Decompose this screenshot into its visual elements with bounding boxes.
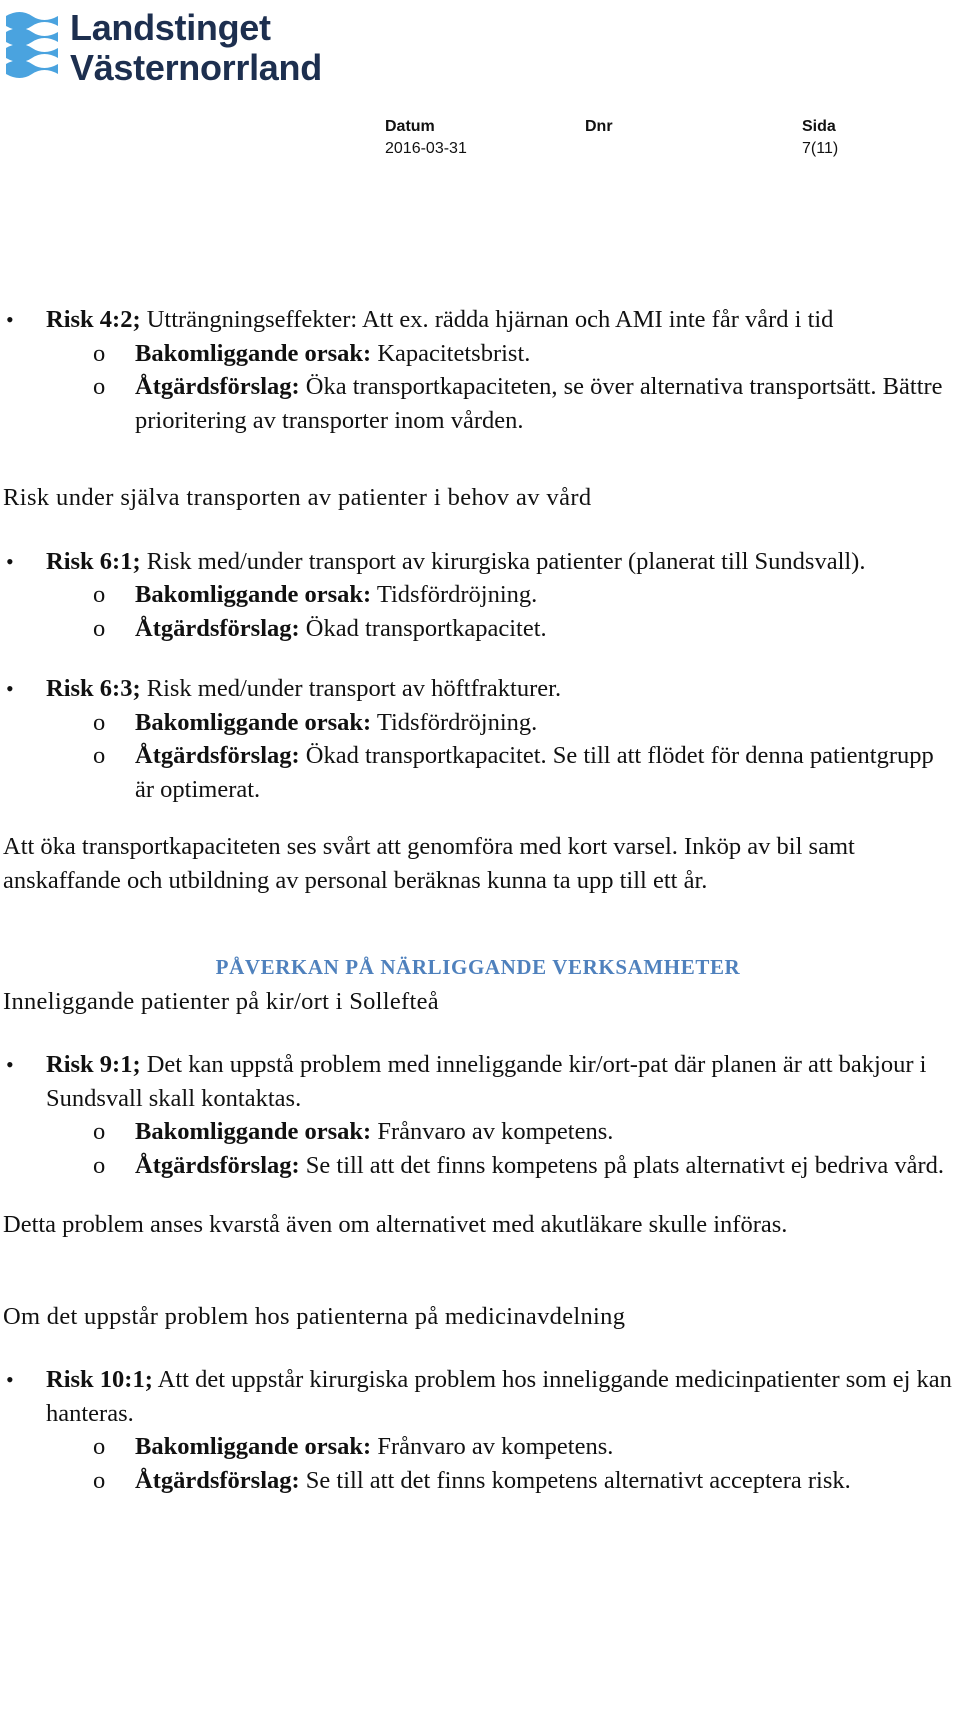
cause-text: Frånvaro av kompetens. — [371, 1118, 614, 1145]
action-label: Åtgärdsförslag: — [135, 1151, 300, 1179]
cause-label: Bakomliggande orsak: — [135, 708, 372, 736]
risk-item-9-1 — [3, 1048, 953, 1115]
cause-label: Bakomliggande orsak: — [135, 339, 372, 367]
cause-text: Kapacitetsbrist. — [371, 339, 531, 367]
action-label: Åtgärdsförslag: — [135, 1466, 300, 1494]
risk-9-1-cause: o Bakomliggande orsak: Frånvaro av kompetens. — [93, 1118, 614, 1145]
impact-heading: PÅVERKAN PÅ NÄRLIGGANDE VERKSAMHETER — [215, 955, 741, 979]
section-transport-heading: Risk under själva transporten av patienter i behov av vård — [3, 484, 592, 511]
date-value: 2016-03-31 — [385, 140, 467, 157]
action-label: Åtgärdsförslag: — [135, 614, 300, 642]
risk-6-1-action: o Åtgärdsförslag: Ökad transportkapacitet. — [93, 614, 547, 642]
action-text: Se till att det finns kompetens alternativt acceptera risk. — [299, 1466, 851, 1494]
risk-text: Risk med/under transport av kirurgiska patienter (planerat till Sundsvall). — [140, 547, 866, 575]
page-number: 7(11) — [802, 140, 839, 157]
wave-logo-icon — [4, 8, 60, 84]
risk-text: Att det uppstår kirurgiska problem hos inneliggande medicinpatienter som ej kan hanteras. — [46, 1366, 952, 1427]
section-medicine-heading: Om det uppstår problem hos patienterna på medicinavdelning — [3, 1302, 626, 1330]
paragraph-remains: Detta problem anses kvarstå även om alternativet med akutläkare skulle införas. — [3, 1211, 788, 1238]
risk-4-2-action: o Åtgärdsförslag: Öka transportkapaciteten, se över alternativa transportsätt. Bättre prioritering av transporter inom vården. — [93, 373, 943, 434]
logo-wordmark — [70, 8, 322, 88]
risk-text: Utträngningseffekter: Att ex. rädda hjärnan och AMI inte får vård i tid — [140, 306, 834, 333]
cause-text: Tidsfördröjning. — [371, 581, 538, 608]
risk-item-6-1 — [3, 545, 953, 579]
risk-text: Det kan uppstå problem med inneliggande kir/ort-pat där planen är att bakjour i Sundsvall skall kontaktas. — [46, 1051, 927, 1112]
risk-id: Risk 6:3; — [46, 675, 141, 702]
dnr-label: Dnr — [585, 118, 613, 135]
risk-id: Risk 9:1; — [46, 1051, 141, 1078]
logo-line-1: Landstinget — [70, 7, 271, 48]
risk-6-1-cause: o Bakomliggande orsak: Tidsfördröjning. — [93, 581, 538, 608]
action-label: Åtgärdsförslag: — [135, 742, 300, 769]
risk-text: Risk med/under transport av höftfrakturer. — [140, 675, 562, 702]
risk-9-1-action: o Åtgärdsförslag: Se till att det finns kompetens på plats alternativt ej bedriva vård. — [93, 1151, 944, 1179]
risk-id: Risk 4:2; — [46, 306, 141, 333]
logo-line-2: Västernorrland — [70, 47, 322, 88]
risk-id: Risk 10:1; — [46, 1366, 153, 1393]
section-inpatients-heading: Inneliggande patienter på kir/ort i Sollefteå — [3, 987, 439, 1015]
risk-item-6-3 — [3, 672, 953, 706]
organization-logo — [4, 6, 334, 86]
risk-6-3-action: o Åtgärdsförslag: Ökad transportkapacitet. Se till att flödet för denna patientgrupp är optimerat. — [93, 742, 934, 803]
risk-4-2-cause: o Bakomliggande orsak: Kapacitetsbrist. — [93, 339, 531, 367]
action-text: Ökad transportkapacitet. Se till att flödet för denna patientgrupp är optimerat. — [135, 742, 934, 803]
cause-text: Frånvaro av kompetens. — [371, 1433, 614, 1460]
cause-text: Tidsfördröjning. — [371, 708, 538, 736]
action-label: Åtgärdsförslag: — [135, 373, 300, 400]
risk-id: Risk 6:1; — [46, 547, 141, 575]
action-text: Se till att det finns kompetens på plats alternativt ej bedriva vård. — [299, 1151, 944, 1179]
cause-label: Bakomliggande orsak: — [135, 1433, 372, 1460]
risk-10-1-cause: o Bakomliggande orsak: Frånvaro av kompetens. — [93, 1433, 614, 1460]
document-body — [3, 303, 953, 1497]
risk-item-4-2 — [3, 303, 953, 337]
date-field — [385, 118, 467, 158]
action-text: Öka transportkapaciteten, se över alternativa transportsätt. Bättre prioritering av transporter inom vården. — [135, 373, 943, 434]
cause-label: Bakomliggande orsak: — [135, 581, 372, 608]
date-label: Datum — [385, 118, 435, 135]
page-field — [802, 118, 838, 158]
risk-item-10-1 — [3, 1363, 953, 1430]
paragraph-capacity: Att öka transportkapaciteten ses svårt att genomföra med kort varsel. Inköp av bil samt anskaffande och utbildning av personal beräknas kunna ta upp till ett år. — [3, 833, 855, 894]
page-label: Sida — [802, 118, 836, 135]
dnr-field — [585, 118, 613, 140]
risk-6-3-cause: o Bakomliggande orsak: Tidsfördröjning. — [93, 708, 538, 736]
cause-label: Bakomliggande orsak: — [135, 1118, 372, 1145]
risk-10-1-action: o Åtgärdsförslag: Se till att det finns kompetens alternativt acceptera risk. — [93, 1466, 851, 1494]
action-text: Ökad transportkapacitet. — [299, 614, 547, 642]
